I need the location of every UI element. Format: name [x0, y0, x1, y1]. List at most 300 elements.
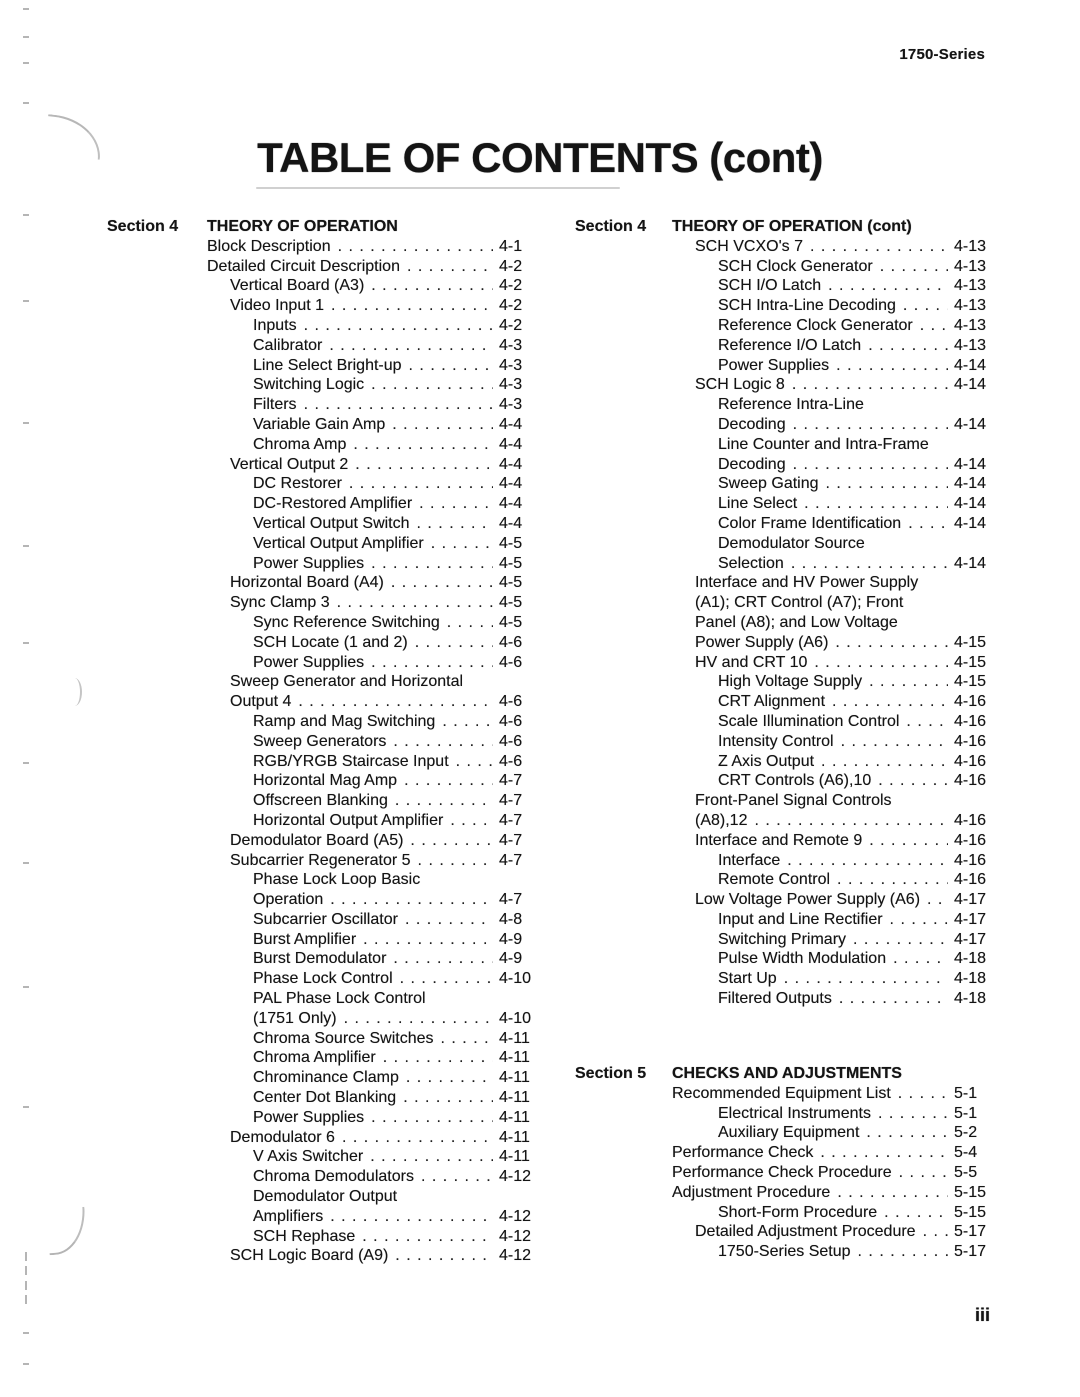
- dot-leader: [754, 811, 948, 831]
- toc-entry: [672, 316, 990, 336]
- scan-edge-dash: [25, 1281, 27, 1290]
- toc-entry-label: Subcarrier Oscillator: [253, 910, 398, 928]
- toc-entry-label: High Voltage Supply: [718, 673, 863, 691]
- dot-leader: [920, 316, 948, 336]
- toc-entry: [672, 455, 990, 475]
- toc-entry-label: Chroma Amplifier: [253, 1049, 376, 1067]
- toc-entry: [207, 1187, 537, 1207]
- toc-entry: [672, 1183, 990, 1203]
- page-number: iii: [974, 1305, 990, 1325]
- toc-entry-page: 4-15: [954, 653, 987, 671]
- toc-entry-page: 4-4: [499, 475, 523, 493]
- dot-leader: [839, 989, 948, 1009]
- scan-edge-dash: [25, 1295, 27, 1304]
- toc-entry-label: Z Axis Output: [718, 752, 815, 770]
- toc-entry-page: 4-11: [499, 1148, 530, 1166]
- toc-entry: [207, 435, 537, 455]
- toc-entry: [207, 573, 537, 593]
- toc-entry-label: Ramp and Mag Switching: [253, 712, 436, 730]
- scan-edge-tick: [23, 300, 29, 302]
- dot-leader: [793, 455, 948, 475]
- dot-leader: [893, 949, 948, 969]
- toc-entry-page: 4-11: [499, 1108, 530, 1126]
- toc-entry: [207, 831, 537, 851]
- toc-entry-label: Reference Intra-Line: [718, 396, 864, 414]
- dot-leader: [404, 771, 493, 791]
- toc-entry-page: 5-15: [954, 1183, 987, 1201]
- dot-leader: [304, 395, 493, 415]
- toc-entry-page: 4-2: [499, 277, 523, 295]
- toc-entry: [207, 534, 537, 554]
- toc-entry: [672, 831, 990, 851]
- toc-entry-label: Adjustment Procedure: [672, 1183, 831, 1201]
- toc-entry-page: 4-11: [499, 1069, 530, 1087]
- toc-entry: [207, 870, 537, 890]
- toc-entry: [672, 1222, 990, 1242]
- toc-entry-label: Interface: [718, 851, 781, 869]
- dot-leader: [866, 1123, 948, 1143]
- toc-entry: [672, 930, 990, 950]
- toc-entry: [207, 1147, 537, 1167]
- toc-entry-page: 4-8: [499, 910, 523, 928]
- toc-entry-page: 5-17: [954, 1223, 987, 1241]
- toc-entry-label: PAL Phase Lock Control: [253, 990, 426, 1008]
- toc-entry-label: Demodulator 6: [230, 1128, 335, 1146]
- toc-entry: [672, 257, 990, 277]
- dot-leader: [878, 1104, 948, 1124]
- toc-entry-page: 4-4: [499, 455, 523, 473]
- toc-entry-label: Demodulator Source: [718, 534, 865, 552]
- toc-entry-label: Block Description: [207, 237, 331, 255]
- dot-leader: [837, 1183, 948, 1203]
- toc-entry-label: RGB/YRGB Staircase Input: [253, 752, 449, 770]
- toc-entry: [672, 554, 990, 574]
- toc-entry-label: Intensity Control: [718, 732, 834, 750]
- toc-entry-label: Power Supplies: [718, 356, 830, 374]
- toc-entry: [672, 613, 990, 633]
- toc-entry-page: 4-18: [954, 970, 987, 988]
- dot-leader: [450, 811, 493, 831]
- toc-entry: [672, 1084, 990, 1104]
- toc-entry-label: Sweep Gating: [718, 475, 819, 493]
- toc-entry-page: 4-4: [499, 514, 523, 532]
- toc-column-right-s4: [672, 217, 990, 1009]
- toc-entry: [207, 851, 537, 871]
- toc-entry: [207, 593, 537, 613]
- toc-entry-page: 4-14: [954, 514, 987, 532]
- scan-edge-tick: [23, 642, 29, 644]
- toc-entry-page: 4-6: [499, 712, 523, 730]
- toc-entry: [672, 375, 990, 395]
- toc-entry-label: SCH I/O Latch: [718, 277, 822, 295]
- dot-leader: [391, 573, 493, 593]
- toc-entry-page: 4-5: [499, 554, 523, 572]
- dot-leader: [836, 356, 948, 376]
- toc-entry-page: 4-16: [954, 712, 987, 730]
- toc-entry: [207, 1246, 537, 1266]
- toc-entry: [672, 356, 990, 376]
- dot-leader: [810, 237, 948, 257]
- toc-entry-page: 4-12: [499, 1227, 532, 1245]
- dot-leader: [371, 1108, 493, 1128]
- doc-reference: 1750-Series: [899, 46, 985, 63]
- toc-entry: [207, 890, 537, 910]
- toc-entry: [207, 375, 537, 395]
- toc-entry-page: 4-16: [954, 851, 987, 869]
- toc-entry-page: 4-3: [499, 396, 523, 414]
- toc-entry: [672, 593, 990, 613]
- toc-entry-label: Remote Control: [718, 871, 831, 889]
- dot-leader: [906, 712, 948, 732]
- toc-entry-label: SCH VCXO's 7: [695, 237, 803, 255]
- dot-leader: [329, 336, 493, 356]
- toc-entry-label: Interface and HV Power Supply: [695, 574, 919, 592]
- toc-entry-page: 4-11: [499, 1029, 530, 1047]
- toc-entry: [207, 752, 537, 772]
- dot-leader: [304, 316, 493, 336]
- toc-entry-page: 4-13: [954, 316, 987, 334]
- toc-entry-label: (A8),12: [695, 811, 748, 829]
- toc-entry-page: 4-13: [954, 277, 987, 295]
- scan-edge-dash: [25, 1252, 27, 1261]
- toc-entry-label: Reference Clock Generator: [718, 316, 913, 334]
- toc-entry-label: Panel (A8); and Low Voltage: [695, 613, 898, 631]
- toc-entry-page: 4-3: [499, 336, 523, 354]
- toc-entry: [207, 692, 537, 712]
- toc-entry-page: 4-16: [954, 811, 987, 829]
- toc-entry-page: 4-18: [954, 950, 987, 968]
- toc-entry-label: Front-Panel Signal Controls: [695, 792, 892, 810]
- dot-leader: [405, 910, 493, 930]
- dot-leader: [342, 1128, 493, 1148]
- scan-artifact-arc: [46, 1207, 87, 1256]
- toc-entry: [207, 296, 537, 316]
- toc-entry: [207, 910, 537, 930]
- toc-entry: [672, 276, 990, 296]
- dot-leader: [899, 1163, 948, 1183]
- toc-entry: [207, 257, 537, 277]
- section-label-right-s4: Section 4: [575, 218, 647, 235]
- toc-entry-label: Chrominance Clamp: [253, 1069, 399, 1087]
- dot-leader: [884, 1203, 948, 1223]
- toc-entry: [672, 415, 990, 435]
- toc-entry: [207, 791, 537, 811]
- dot-leader: [784, 969, 948, 989]
- dot-leader: [880, 257, 948, 277]
- toc-entry: [207, 237, 537, 257]
- toc-entry-label: Demodulator Output: [253, 1188, 398, 1206]
- dot-leader: [371, 554, 493, 574]
- toc-entry: [207, 930, 537, 950]
- dot-leader: [349, 474, 493, 494]
- toc-entry-page: 4-15: [954, 673, 987, 691]
- toc-entry: [207, 514, 537, 534]
- toc-entries-right-s5: [672, 1084, 990, 1262]
- dot-leader: [869, 672, 948, 692]
- dot-leader: [393, 949, 493, 969]
- dot-leader: [406, 1068, 493, 1088]
- toc-entry: [672, 890, 990, 910]
- toc-entry: [672, 811, 990, 831]
- toc-entry-page: 4-14: [954, 376, 987, 394]
- toc-entry-page: 4-15: [954, 633, 987, 651]
- dot-leader: [927, 890, 948, 910]
- toc-entry-label: Recommended Equipment List: [672, 1084, 891, 1102]
- toc-entry-page: 4-2: [499, 257, 523, 275]
- toc-entry-page: 5-17: [954, 1243, 987, 1261]
- dot-leader: [835, 633, 948, 653]
- dot-leader: [395, 1246, 493, 1266]
- section-label-right-s5: Section 5: [575, 1065, 647, 1082]
- dot-leader: [330, 1207, 493, 1227]
- section-title-right-s4: THEORY OF OPERATION (cont): [672, 218, 912, 235]
- toc-entry-label: Inputs: [253, 316, 297, 334]
- toc-entry-page: 4-6: [499, 633, 523, 651]
- toc-entry-page: 5-5: [954, 1163, 978, 1181]
- toc-entry-label: Output 4: [230, 693, 292, 711]
- toc-entry: [672, 1242, 990, 1262]
- toc-entry: [672, 752, 990, 772]
- toc-entry: [672, 1143, 990, 1163]
- toc-entry-page: 4-16: [954, 871, 987, 889]
- toc-entry-label: Horizontal Output Amplifier: [253, 811, 444, 829]
- toc-entry: [207, 316, 537, 336]
- toc-entry: [672, 712, 990, 732]
- toc-entry: [207, 336, 537, 356]
- toc-entry-label: SCH Locate (1 and 2): [253, 633, 408, 651]
- dot-leader: [331, 296, 493, 316]
- dot-leader: [363, 930, 493, 950]
- toc-entry-label: Burst Amplifier: [253, 930, 357, 948]
- toc-entry: [207, 356, 537, 376]
- dot-leader: [395, 791, 493, 811]
- toc-entry: [672, 573, 990, 593]
- toc-entry-page: 4-5: [499, 534, 523, 552]
- dot-leader: [392, 415, 493, 435]
- toc-entry-page: 4-16: [954, 772, 987, 790]
- toc-entry: [672, 692, 990, 712]
- scan-edge-tick: [23, 1106, 29, 1108]
- dot-leader: [820, 1143, 948, 1163]
- dot-leader: [421, 1167, 493, 1187]
- toc-entry-label: Burst Demodulator: [253, 950, 387, 968]
- toc-entry-label: Performance Check Procedure: [672, 1163, 892, 1181]
- dot-leader: [417, 514, 493, 534]
- toc-entry-label: Chroma Demodulators: [253, 1168, 414, 1186]
- toc-entries-left: [207, 237, 537, 1266]
- toc-entry-page: 4-12: [499, 1207, 532, 1225]
- toc-entry-label: Subcarrier Regenerator 5: [230, 851, 411, 869]
- toc-entry-label: Amplifiers: [253, 1207, 324, 1225]
- dot-leader: [814, 653, 948, 673]
- toc-entry: [207, 613, 537, 633]
- toc-entry-label: Power Supplies: [253, 554, 365, 572]
- scan-edge-tick: [23, 1363, 29, 1365]
- toc-entry-label: Filtered Outputs: [718, 990, 832, 1008]
- dot-leader: [419, 494, 493, 514]
- toc-entry-label: Line Select: [718, 495, 798, 513]
- toc-column-left: [207, 217, 537, 1266]
- toc-entry-page: 4-14: [954, 356, 987, 374]
- toc-entry-page: 4-10: [499, 1009, 532, 1027]
- toc-entry: [207, 395, 537, 415]
- toc-entry-label: Phase Lock Control: [253, 970, 393, 988]
- toc-entry: [672, 949, 990, 969]
- scan-smear-line: [256, 187, 620, 189]
- dot-leader: [821, 752, 948, 772]
- toc-entry: [207, 1088, 537, 1108]
- toc-entry: [672, 1203, 990, 1223]
- toc-entry: [207, 969, 537, 989]
- dot-leader: [841, 732, 948, 752]
- toc-entry-label: (A1); CRT Control (A7); Front: [695, 594, 904, 612]
- toc-entry-label: Demodulator Board (A5): [230, 831, 404, 849]
- toc-entry-page: 4-6: [499, 732, 523, 750]
- toc-entry-label: Scale Illumination Control: [718, 712, 900, 730]
- toc-entry: [672, 633, 990, 653]
- toc-entry-label: Performance Check: [672, 1144, 814, 1162]
- dot-leader: [338, 237, 493, 257]
- toc-entry-label: Vertical Board (A3): [230, 277, 365, 295]
- toc-entry-page: 4-17: [954, 891, 987, 909]
- toc-entry: [672, 336, 990, 356]
- toc-entry-page: 4-16: [954, 693, 987, 711]
- toc-entry-page: 4-2: [499, 297, 523, 315]
- dot-leader: [441, 1029, 493, 1049]
- dot-leader: [898, 1084, 948, 1104]
- scan-edge-tick: [23, 986, 29, 988]
- dot-leader: [456, 752, 493, 772]
- toc-entry: [207, 494, 537, 514]
- toc-entry-page: 4-11: [499, 1089, 530, 1107]
- toc-entry-label: CRT Controls (A6),10: [718, 772, 872, 790]
- toc-entry: [672, 910, 990, 930]
- toc-entry-label: Decoding: [718, 455, 786, 473]
- toc-entry-page: 4-17: [954, 910, 987, 928]
- toc-entries-right-s4: [672, 237, 990, 1009]
- toc-entry: [207, 672, 537, 692]
- toc-entry-page: 4-16: [954, 732, 987, 750]
- toc-entry-page: 4-13: [954, 237, 987, 255]
- dot-leader: [370, 1147, 493, 1167]
- toc-entry: [207, 1207, 537, 1227]
- toc-entry: [207, 1227, 537, 1247]
- toc-entry: [207, 712, 537, 732]
- toc-entry-page: 4-4: [499, 435, 523, 453]
- toc-entry-page: 4-16: [954, 831, 987, 849]
- dot-leader: [355, 455, 493, 475]
- toc-entry-label: Sweep Generators: [253, 732, 387, 750]
- toc-entry-label: Switching Logic: [253, 376, 365, 394]
- toc-entry-page: 4-5: [499, 574, 523, 592]
- dot-leader: [878, 771, 948, 791]
- toc-entry-label: Short-Form Procedure: [718, 1203, 878, 1221]
- toc-entry-label: SCH Rephase: [253, 1227, 356, 1245]
- toc-entry-label: Line Select Bright-up: [253, 356, 402, 374]
- toc-entry: [207, 276, 537, 296]
- dot-leader: [400, 969, 493, 989]
- scan-edge-tick: [23, 62, 29, 64]
- toc-entry-label: Offscreen Blanking: [253, 792, 388, 810]
- section-title-left: THEORY OF OPERATION: [207, 218, 398, 235]
- toc-entry-page: 4-14: [954, 495, 987, 513]
- toc-entry-label: 1750-Series Setup: [718, 1243, 851, 1261]
- dot-leader: [442, 712, 493, 732]
- toc-entry-label: Phase Lock Loop Basic: [253, 871, 421, 889]
- toc-entry: [672, 435, 990, 455]
- dot-leader: [393, 732, 493, 752]
- scan-edge-tick: [23, 422, 29, 424]
- toc-entry-label: SCH Intra-Line Decoding: [718, 297, 896, 315]
- scan-edge-dash: [25, 1266, 27, 1275]
- dot-leader: [344, 1009, 493, 1029]
- toc-entry: [207, 949, 537, 969]
- scan-edge-tick: [23, 214, 29, 216]
- toc-entry: [672, 1163, 990, 1183]
- toc-entry-label: Video Input 1: [230, 297, 325, 315]
- toc-entry: [672, 534, 990, 554]
- toc-entry: [672, 851, 990, 871]
- toc-entry-page: 4-11: [499, 1049, 530, 1067]
- toc-entry-page: 4-7: [499, 811, 523, 829]
- toc-entry-label: Variable Gain Amp: [253, 415, 386, 433]
- toc-entry: [672, 969, 990, 989]
- dot-leader: [371, 653, 493, 673]
- toc-entry-label: Start Up: [718, 970, 777, 988]
- dot-leader: [383, 1048, 493, 1068]
- toc-entry: [207, 771, 537, 791]
- scan-artifact-arc: [70, 678, 82, 706]
- dot-leader: [362, 1227, 493, 1247]
- toc-entry: [672, 672, 990, 692]
- dot-leader: [787, 851, 948, 871]
- toc-entry-label: Auxiliary Equipment: [718, 1124, 860, 1142]
- toc-entry-label: Power Supplies: [253, 653, 365, 671]
- toc-entry-page: 4-4: [499, 495, 523, 513]
- dot-leader: [403, 1088, 493, 1108]
- toc-entry-label: DC-Restored Amplifier: [253, 495, 413, 513]
- toc-entry-page: 4-7: [499, 772, 523, 790]
- toc-entry: [672, 989, 990, 1009]
- toc-entry-label: SCH Logic 8: [695, 376, 785, 394]
- toc-entry: [672, 1123, 990, 1143]
- scan-edge-tick: [23, 8, 29, 10]
- toc-entry: [672, 653, 990, 673]
- dot-leader: [890, 910, 948, 930]
- toc-entry-page: 4-6: [499, 752, 523, 770]
- toc-entry: [672, 791, 990, 811]
- toc-entry-label: Electrical Instruments: [718, 1104, 871, 1122]
- toc-entry-label: Filters: [253, 396, 297, 414]
- toc-entry-page: 4-13: [954, 336, 987, 354]
- toc-entry-label: Power Supply (A6): [695, 633, 829, 651]
- scan-edge-tick: [23, 545, 29, 547]
- section-label-left: Section 4: [107, 218, 179, 235]
- toc-entry-label: Horizontal Board (A4): [230, 574, 384, 592]
- toc-entry-label: Color Frame Identification: [718, 514, 902, 532]
- dot-leader: [804, 494, 948, 514]
- toc-entry: [672, 494, 990, 514]
- toc-entry-label: SCH Logic Board (A9): [230, 1247, 389, 1265]
- toc-entry-page: 4-9: [499, 950, 523, 968]
- toc-entry-page: 4-1: [499, 237, 523, 255]
- toc-entry-page: 5-4: [954, 1144, 978, 1162]
- toc-entry-page: 4-7: [499, 792, 523, 810]
- toc-entry-label: CRT Alignment: [718, 693, 826, 711]
- dot-leader: [837, 870, 948, 890]
- toc-entry-page: 4-12: [499, 1247, 532, 1265]
- toc-entry-page: 4-7: [499, 831, 523, 849]
